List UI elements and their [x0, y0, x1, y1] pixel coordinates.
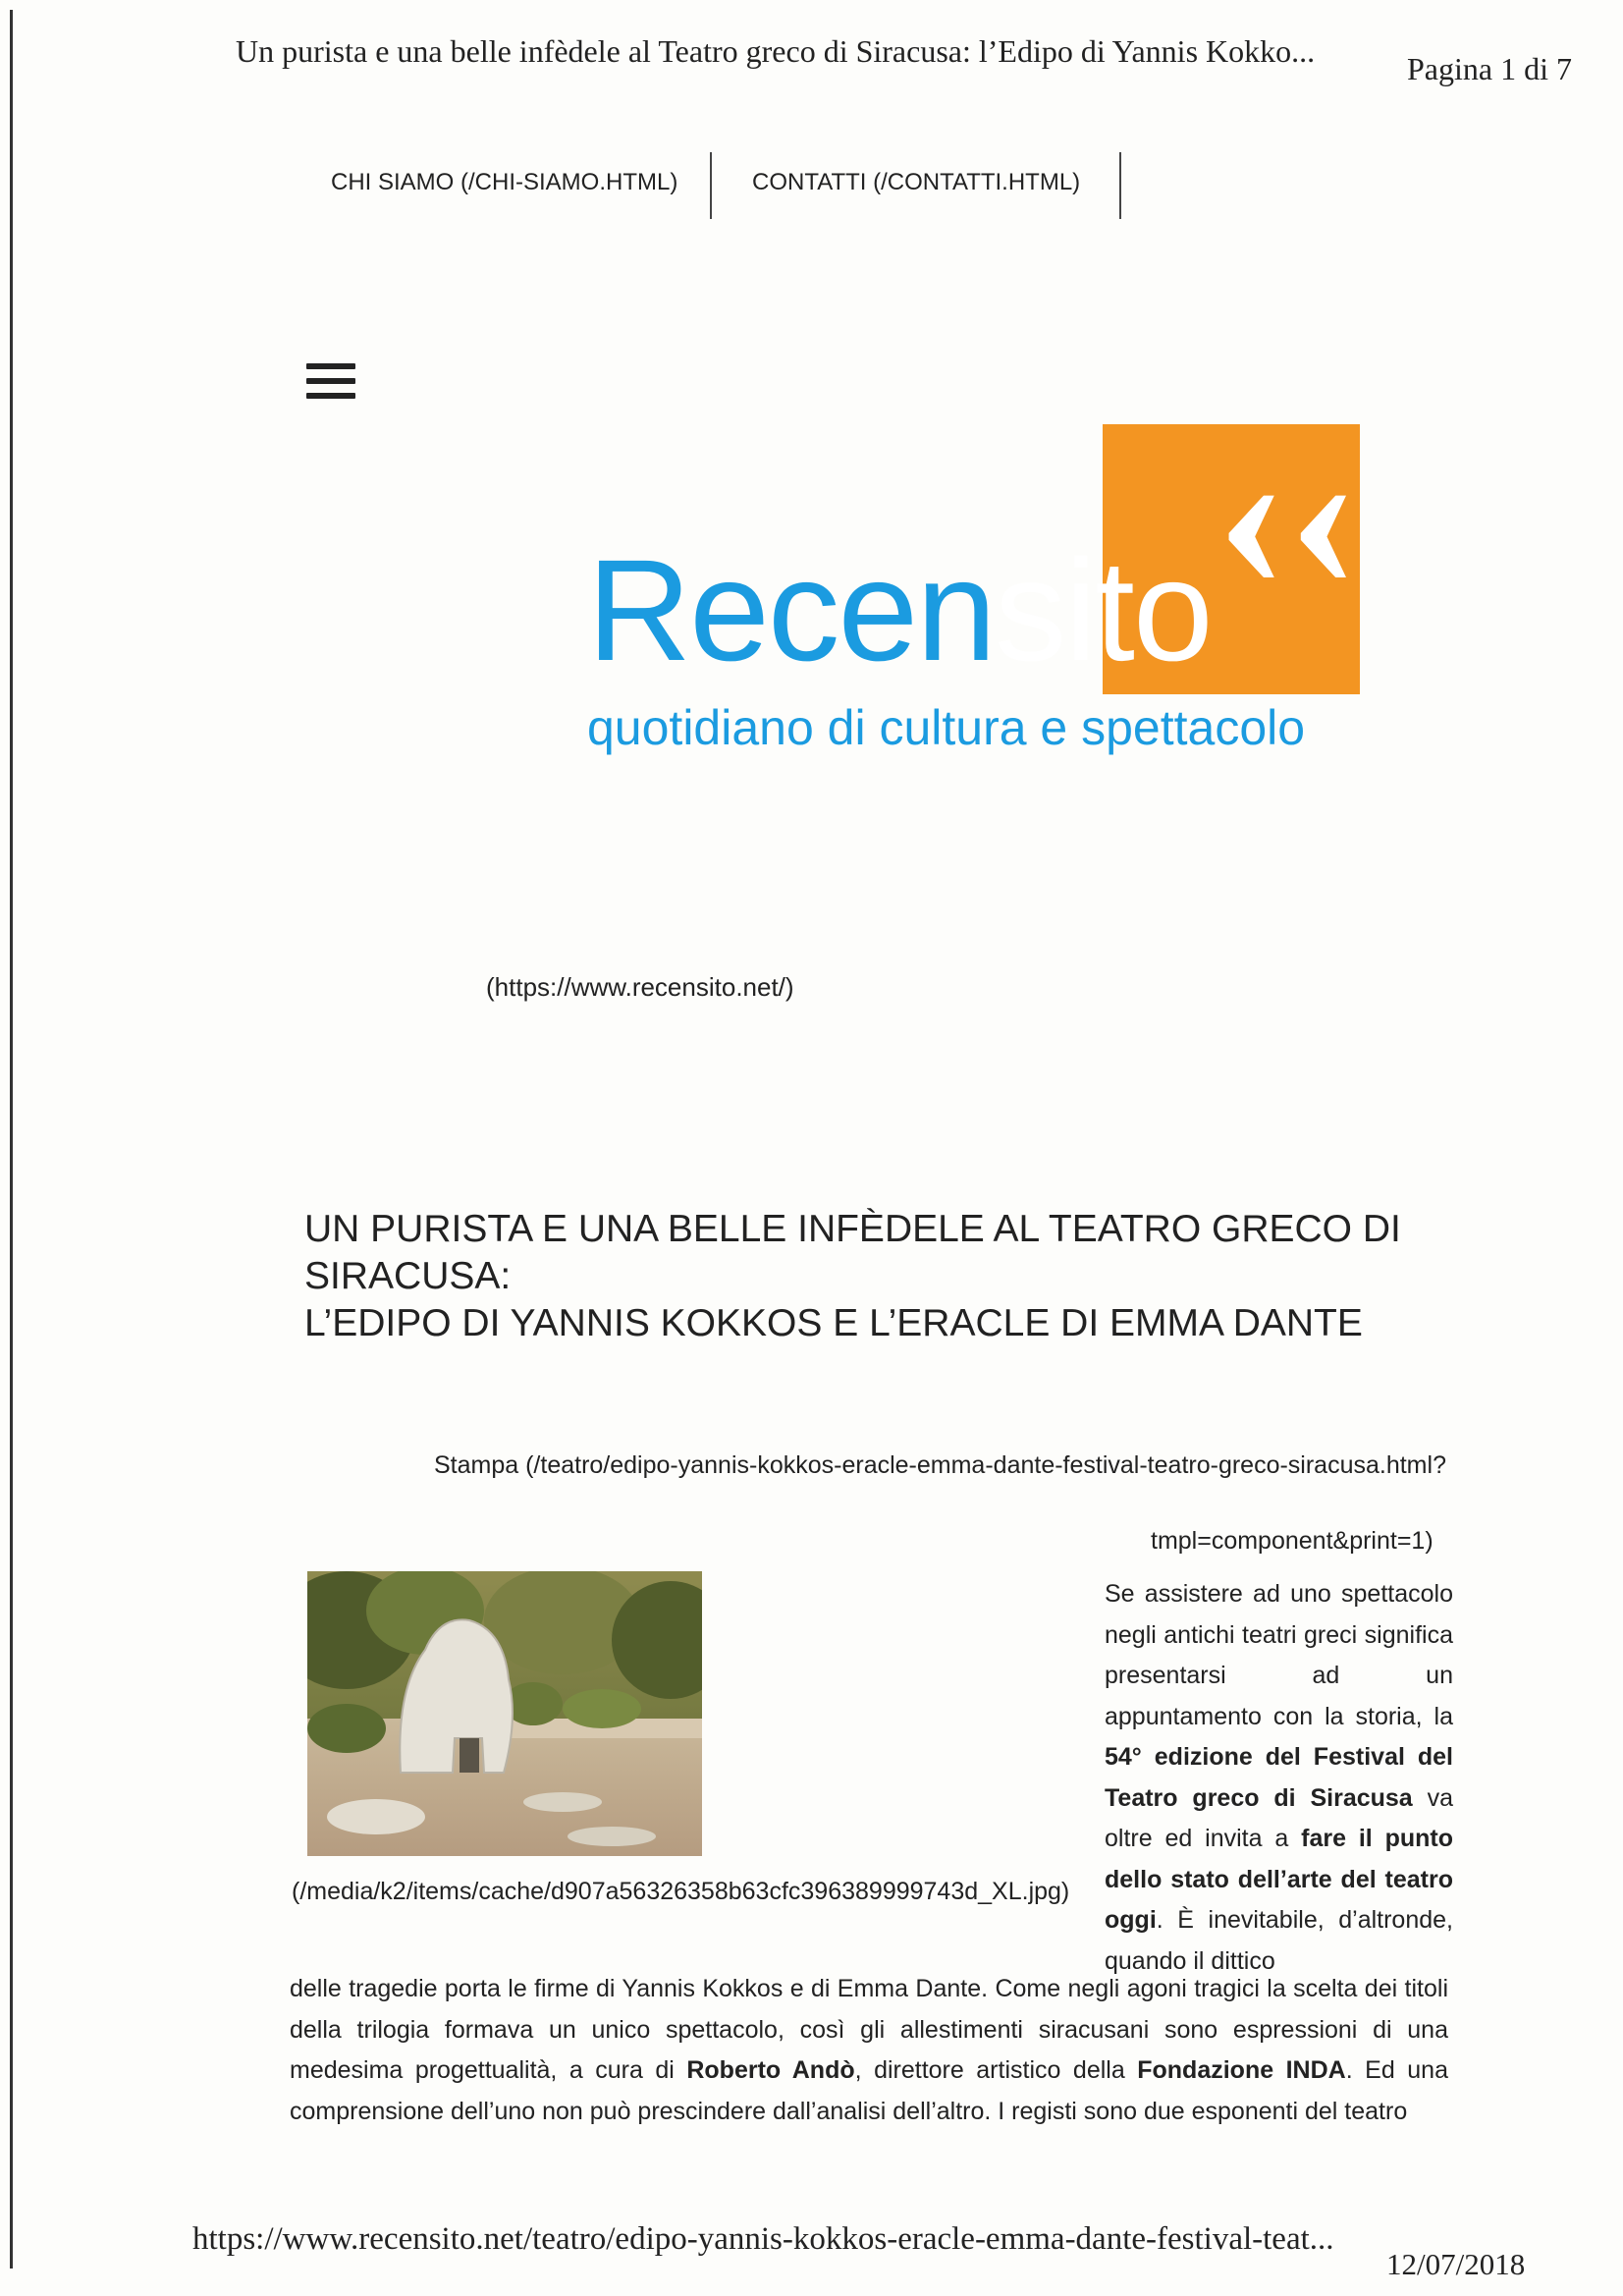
- nav-link-chi-siamo[interactable]: CHI SIAMO (/CHI-SIAMO.HTML): [331, 169, 678, 195]
- recensito-logo[interactable]: [587, 393, 1363, 758]
- print-header-title: Un purista e una belle infèdele al Teatro greco di Siracusa: l’Edipo di Yannis Kokko...: [236, 33, 1316, 69]
- home-url-link[interactable]: (https://www.recensito.net/): [486, 972, 794, 1002]
- print-link[interactable]: Stampa (/teatro/edipo-yannis-kokkos-eracle-emma-dante-festival-teatro-greco-siracusa.html?: [434, 1451, 1446, 1479]
- nav-divider: [710, 152, 712, 219]
- print-header-page-number: Pagina 1 di 7: [1407, 51, 1572, 86]
- nav-divider: [1119, 152, 1121, 219]
- article-intro-column: Se assistere ad uno spettacolo negli antichi teatri greci significa presentarsi ad un appuntamento con la storia, la 54° edizione del Festival del Teatro greco di Siracusa va oltre ed invita a fare il punto dello stato dell’arte del teatro oggi. È inevitabile, d’altronde, quando il dittico: [1105, 1580, 1453, 1975]
- print-footer-url: https://www.recensito.net/teatro/edipo-yannis-kokkos-eracle-emma-dante-festival-teat...: [192, 2221, 1334, 2257]
- nav-link-contatti[interactable]: CONTATTI (/CONTATTI.HTML): [752, 169, 1081, 195]
- article-body: delle tragedie porta le firme di Yannis Kokkos e di Emma Dante. Come negli agoni tragici la scelta dei titoli della trilogia formava un unico spettacolo, così gli allestimenti siracusani sono espressioni di una medesima progettualità, a cura di Roberto Andò, direttore artistico della Fondazione INDA. Ed una comprensione dell’uno non può prescindere dall’analisi dell’altro. I registi sono due esponenti del teatro: [290, 1975, 1448, 2125]
- print-footer-date: 12/07/2018: [1386, 2247, 1526, 2281]
- scan-edge-line: [10, 10, 13, 2269]
- hamburger-menu-icon[interactable]: [306, 363, 355, 408]
- print-link-continued[interactable]: tmpl=component&print=1): [1151, 1527, 1434, 1555]
- article-title: UN PURISTA E UNA BELLE INFÈDELE AL TEATRO GRECO DI SIRACUSA: L’EDIPO DI YANNIS KOKKOS E L’ERACLE DI EMMA DANTE: [304, 1208, 1401, 1344]
- image-path-caption[interactable]: (/media/k2/items/cache/d907a56326358b63cfc396389999743d_XL.jpg): [292, 1878, 1070, 1905]
- article-photo[interactable]: [307, 1571, 702, 1856]
- logo-wordmark: Recensito: [587, 530, 1212, 691]
- logo-quote-mark-icon: ‹‹: [1216, 393, 1360, 632]
- logo-tagline: quotidiano di cultura e spettacolo: [587, 700, 1306, 755]
